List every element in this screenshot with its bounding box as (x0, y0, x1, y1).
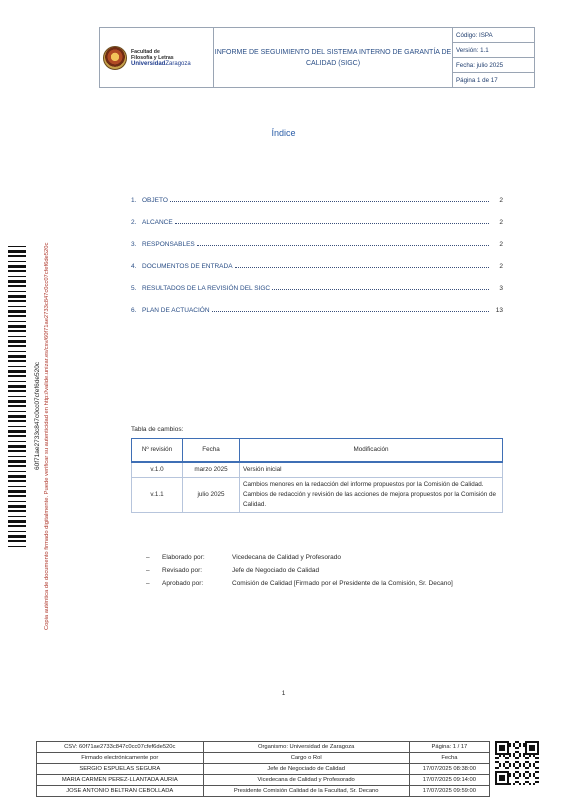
table-row (37, 775, 490, 786)
signer-role: Jefe de Negociado de Calidad (203, 764, 409, 775)
header-revision: Nº revisión (132, 439, 183, 463)
toc-entry[interactable] (131, 270, 503, 292)
qr-code-icon (495, 741, 539, 785)
page-number: 1 (281, 690, 286, 697)
toc-label[interactable]: RESPONSABLES (142, 241, 195, 248)
toc-page: 2 (499, 197, 503, 204)
toc-number: 3. (131, 241, 137, 248)
list-item (146, 567, 453, 580)
toc-leader (235, 267, 489, 268)
toc-leader (212, 311, 489, 312)
changes-table (131, 438, 503, 513)
signoff-value: Jefe de Negociado de Calidad (232, 567, 320, 574)
cell-revision: v.1.1 (132, 478, 183, 513)
logo-city: Zaragoza (165, 60, 191, 67)
signer-date: 17/07/2025 08:38:00 (409, 764, 489, 775)
toc-label[interactable]: ALCANCE (142, 219, 173, 226)
table-header-row (132, 439, 503, 463)
table-row (132, 478, 503, 513)
footer-pagina: Página: 1 / 17 (409, 742, 489, 753)
footer-head-signer: Firmado electrónicamente por (37, 753, 204, 764)
signer-name: JOSE ANTONIO BELTRAN CEBOLLADA (37, 786, 204, 797)
footer-head-date: Fecha (409, 753, 489, 764)
toc-leader (170, 201, 489, 202)
footer-organismo: Organismo: Universidad de Zaragoza (203, 742, 409, 753)
logo-cell (100, 28, 214, 88)
dash-bullet: – (146, 580, 150, 587)
document-header (99, 27, 535, 88)
footer-csv: CSV: 60f71ae2733c847c0cc07cfef6de520c (37, 742, 204, 753)
toc-page: 13 (495, 307, 503, 314)
cell-revision: v.1.0 (132, 462, 183, 478)
side-csv-code: 60f71ae2733c847c0cc07cfef6de520c (34, 361, 41, 470)
toc-label[interactable]: DOCUMENTOS DE ENTRADA (142, 263, 233, 270)
toc-label[interactable]: RESULTADOS DE LA REVISIÓN DEL SIGC (142, 285, 271, 292)
signoff-role: Revisado por: (162, 567, 203, 574)
toc-leader (272, 289, 489, 290)
signer-name: SERGIO ESPUELAS SEGURA (37, 764, 204, 775)
signer-date: 17/07/2025 09:14:00 (409, 775, 489, 786)
toc-label[interactable]: PLAN DE ACTUACIÓN (142, 307, 210, 314)
toc-leader (175, 223, 489, 224)
toc-number: 2. (131, 219, 137, 226)
dash-bullet: – (146, 554, 150, 561)
list-item (146, 580, 453, 593)
logo-univ: Universidad (131, 60, 166, 67)
toc-page: 2 (499, 241, 503, 248)
toc-number: 4. (131, 263, 137, 270)
toc-page: 3 (499, 285, 503, 292)
meta-version: Versión: 1.1 (453, 43, 535, 58)
toc-entry[interactable] (131, 226, 503, 248)
signoff-list (146, 554, 453, 593)
dash-bullet: – (146, 567, 150, 574)
index-title: Índice (271, 128, 296, 138)
toc-label[interactable]: OBJETO (142, 197, 168, 204)
table-of-contents (131, 182, 503, 314)
faculty-logo (100, 46, 213, 70)
toc-entry[interactable] (131, 204, 503, 226)
signoff-value: Vicedecana de Calidad y Profesorado (232, 554, 342, 561)
footer-head-role: Cargo o Rol (203, 753, 409, 764)
toc-page: 2 (499, 219, 503, 226)
cell-modificacion: Versión inicial (240, 462, 503, 478)
cell-fecha: marzo 2025 (183, 462, 240, 478)
signer-date: 17/07/2025 09:59:00 (409, 786, 489, 797)
header-fecha: Fecha (183, 439, 240, 463)
toc-entry[interactable] (131, 292, 503, 314)
signoff-role: Elaborado por: (162, 554, 205, 561)
table-row (37, 786, 490, 797)
cell-modificacion: Cambios menores en la redacción del informe propuestos por la Comisión de Calidad. Cambios de redacción y revisión de las acciones de mejora propuestos por la Comisión de Calidad. (240, 478, 503, 513)
toc-number: 5. (131, 285, 137, 292)
verification-notice[interactable]: Copia auténtica de documento firmado digitalmente. Puede verificar su autenticidad en http://valide.unizar.es/csv/60f71ae2733c847c0cc07cfef6de520c (44, 242, 50, 630)
cell-fecha: julio 2025 (183, 478, 240, 513)
signoff-value: Comisión de Calidad [Firmado por el Presidente de la Comisión, Sr. Decano] (232, 580, 453, 587)
signature-footer (36, 741, 490, 797)
toc-entry[interactable] (131, 248, 503, 270)
university-seal-icon (103, 46, 127, 70)
barcode-icon (8, 246, 26, 550)
meta-codigo: Código: ISPA (453, 28, 535, 43)
toc-leader (197, 245, 489, 246)
logo-line2: Filosofía y Letras (131, 54, 174, 61)
changes-caption: Tabla de cambios: (131, 426, 184, 433)
signer-role: Presidente Comisión Calidad de la Facultad, Sr. Decano (203, 786, 409, 797)
header-modificacion: Modificación (240, 439, 503, 463)
signoff-role: Aprobado por: (162, 580, 204, 587)
document-title: INFORME DE SEGUIMIENTO DEL SISTEMA INTERNO DE GARANTÍA DE CALIDAD (SIGC) (214, 28, 453, 88)
signer-name: MARIA CARMEN PEREZ-LLANTADA AURIA (37, 775, 204, 786)
toc-entry[interactable] (131, 182, 503, 204)
toc-page: 2 (499, 263, 503, 270)
list-item (146, 554, 453, 567)
toc-number: 6. (131, 307, 137, 314)
logo-line1: Facultad de (131, 48, 160, 55)
table-row (132, 462, 503, 478)
meta-fecha: Fecha: julio 2025 (453, 58, 535, 73)
meta-pagina: Página 1 de 17 (453, 73, 535, 88)
table-row (37, 764, 490, 775)
toc-number: 1. (131, 197, 137, 204)
signer-role: Vicedecana de Calidad y Profesorado (203, 775, 409, 786)
